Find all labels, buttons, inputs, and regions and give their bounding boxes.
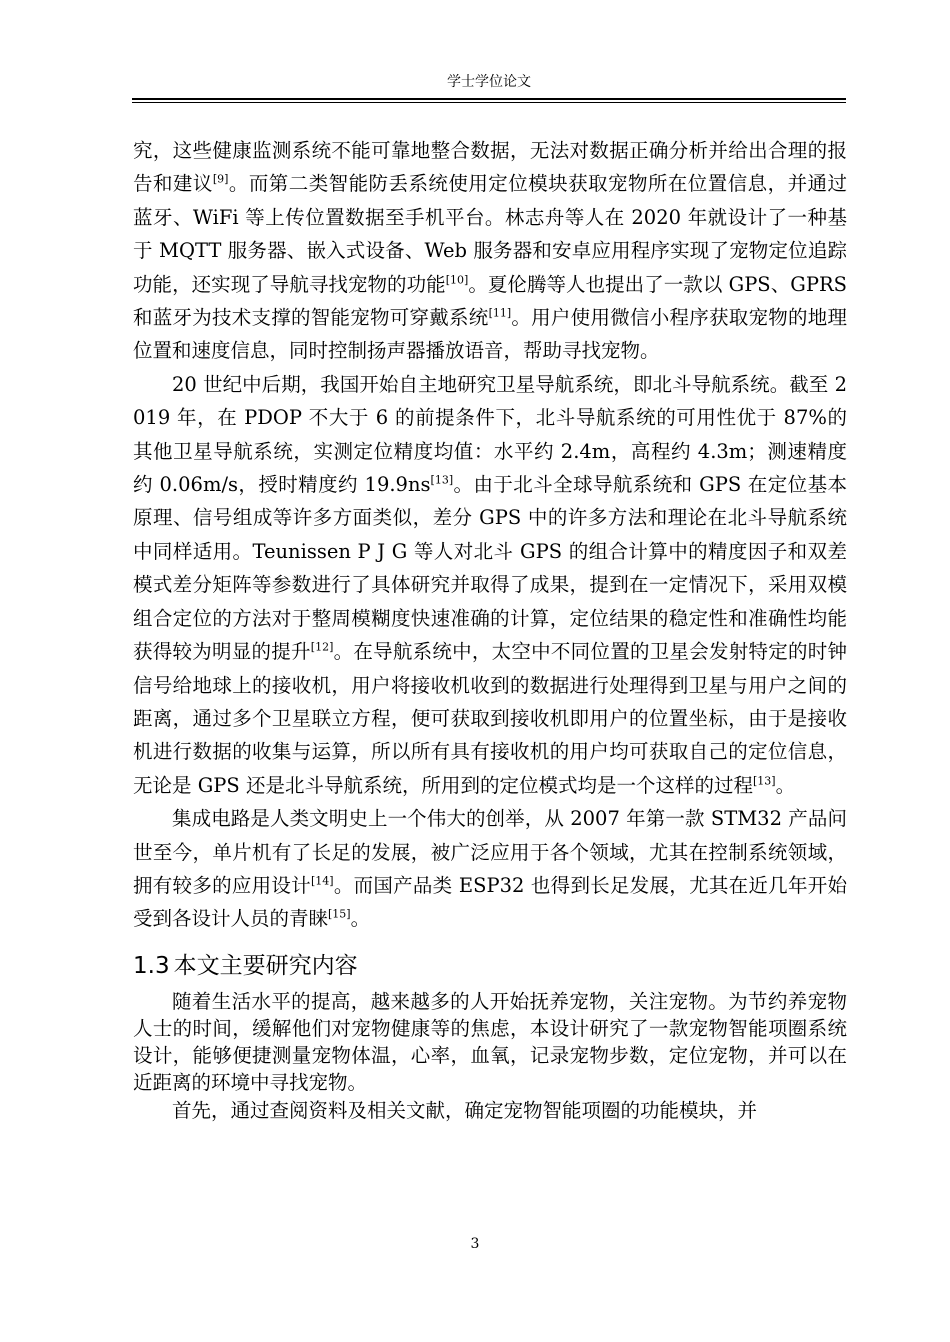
citation: [15] — [328, 907, 351, 921]
citation: [13] — [752, 774, 776, 788]
paragraph-3: 集成电路是人类文明史上一个伟大的创举，从 2007 年第一款 STM32 产品问世至今，单片机有了长足的发展，被广泛应用于各个领域，尤其在控制系统领域，拥有较多的应用设计[14]。而国产品类 ESP32 也得到长足发展，尤其在近几年开始受到各设计人员的青睐[15]。 — [133, 807, 847, 931]
citation: [13] — [430, 473, 454, 487]
page-number: 3 — [470, 1236, 480, 1252]
citation: [12] — [310, 640, 334, 654]
header-rule-thin — [132, 102, 846, 103]
paragraph-2: 20 世纪中后期，我国开始自主地研究卫星导航系统，即北斗导航系统。截至 2019 年，在 PDOP 不大于 6 的前提条件下，北斗导航系统的可用性优于 87%的其他卫星导航系统，实测定位精度均值：水平约 2.4m，高程约 4.3m；测速精度约 0.06m/s，授时精度约 19.9ns[13]。由于北斗全球导航系统和 GPS 在定位基本原理、信号组成等许多方面类似，差分 GPS 中的许多方法和理论在北斗导航系统中同样适用。Teunissen P J G 等人对北斗 GPS 的组合计算中的精度因子和双差模式差分矩阵等参数进行了具体研究并取得了成果，提到在一定情况下，采用双模组合定位的方法对于整周模糊度快速准确的计算，定位结果的稳定性和准确性均能获得较为明显的提升[12]。在导航系统中，太空中不同位置的卫星会发射特定的时钟信号给地球上的接收机，用户将接收机收到的数据进行处理得到卫星与用户之间的距离，通过多个卫星联立方程，便可获取到接收机即用户的位置坐标，由于是接收机进行数据的收集与运算，所以所有具有接收机的用户均可获取自己的定位信息，无论是 GPS 还是北斗导航系统，所用到的定位模式均是一个这样的过程[13]。 — [133, 372, 847, 797]
paragraph-5: 首先，通过查阅资料及相关文献，确定宠物智能项圈的功能模块，并 — [172, 1098, 758, 1122]
running-header: 学士学位论文 — [447, 74, 531, 90]
citation: [10] — [445, 273, 469, 287]
header-rule-thick — [132, 98, 846, 100]
citation: [14] — [310, 874, 334, 888]
section-title: 本文主要研究内容 — [173, 952, 358, 979]
citation: [9] — [212, 172, 229, 186]
citation: [11] — [488, 306, 512, 320]
section-heading — [133, 948, 847, 984]
paragraph-1: 究，这些健康监测系统不能可靠地整合数据，无法对数据正确分析并给出合理的报告和建议[9]。而第二类智能防丢系统使用定位模块获取宠物所在位置信息，并通过蓝牙、WiFi 等上传位置数据至手机平台。林志舟等人在 2020 年就设计了一种基于 MQTT 服务器、嵌入式设备、Web 服务器和安卓应用程序实现了宠物定位追踪功能，还实现了导航寻找宠物的功能[10]。夏伦腾等人也提出了一款以 GPS、GPRS 和蓝牙为技术支撑的智能宠物可穿戴系统[11]。用户使用微信小程序获取宠物的地理位置和速度信息，同时控制扬声器播放语音，帮助寻找宠物。 — [133, 139, 847, 363]
section-number: 1.3 — [133, 952, 170, 979]
page-body — [133, 134, 847, 1124]
paragraph-4: 随着生活水平的提高，越来越多的人开始抚养宠物，关注宠物。为节约养宠物人士的时间，缓解他们对宠物健康等的焦虑，本设计研究了一款宠物智能项圈系统设计，能够便捷测量宠物体温，心率，血氧，记录宠物步数，定位宠物，并可以在近距离的环境中寻找宠物。 — [133, 989, 847, 1095]
